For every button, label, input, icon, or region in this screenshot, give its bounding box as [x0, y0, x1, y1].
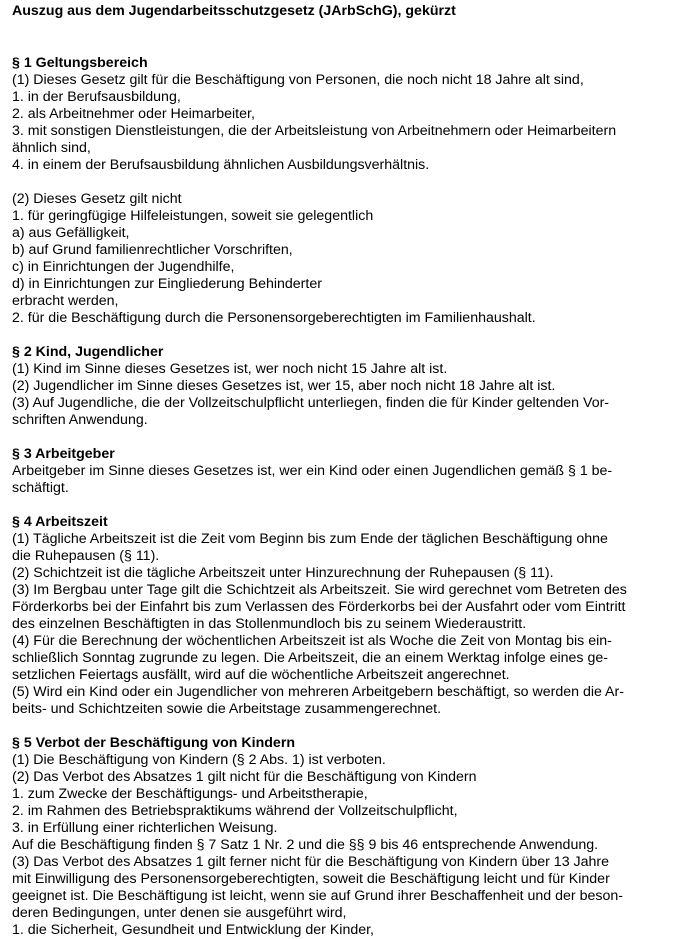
text-line: (2) Dieses Gesetz gilt nicht	[12, 191, 182, 207]
paragraph-break	[12, 174, 677, 191]
text-line: schäftigt.	[12, 480, 69, 496]
text-line: (5) Wird ein Kind oder ein Jugendlicher von mehreren Arbeitgebern beschäftigt, so werden die Ar-	[12, 684, 624, 700]
section-gap	[12, 497, 677, 514]
text-line: 1. für geringfügige Hilfeleistungen, soweit sie gelegentlich	[12, 208, 374, 224]
section-4	[12, 514, 677, 718]
text-line: (2) Schichtzeit ist die tägliche Arbeitszeit unter Hinzurechnung der Ruhepausen (§ 11).	[12, 565, 554, 581]
text-line: d) in Einrichtungen zur Eingliederung Behinderter	[12, 276, 322, 292]
text-line: (3) Auf Jugendliche, die der Vollzeitschulpflicht unterliegen, finden die für Kinder geltenden Vor-	[12, 395, 610, 411]
section-gap	[12, 327, 677, 344]
section-heading: § 1 Geltungsbereich	[12, 55, 148, 71]
text-line: (4) Für die Berechnung der wöchentlichen Arbeitszeit ist als Woche die Zeit von Montag bis ein-	[12, 633, 612, 649]
section-1	[12, 55, 677, 327]
text-line: 4. in einem der Berufsausbildung ähnlichen Ausbildungsverhältnis.	[12, 157, 430, 173]
text-line: erbracht werden,	[12, 293, 119, 309]
text-line: setzlichen Feiertags ausfällt, wird auf die wöchentliche Arbeitszeit angerechnet.	[12, 667, 510, 683]
text-line: c) in Einrichtungen der Jugendhilfe,	[12, 259, 235, 275]
text-line: des einzelnen Beschäftigten in das Stollenmundloch bis zu seinem Wiederaustritt.	[12, 616, 527, 632]
text-line: deren Bedingungen, unter denen sie ausgeführt wird,	[12, 905, 347, 921]
text-line: (1) Dieses Gesetz gilt für die Beschäftigung von Personen, die noch nicht 18 Jahre alt sind,	[12, 72, 584, 88]
section-heading: § 3 Arbeitgeber	[12, 446, 115, 462]
section-heading: § 4 Arbeitszeit	[12, 514, 108, 530]
text-line: Arbeitgeber im Sinne dieses Gesetzes ist, wer ein Kind oder einen Jugendlichen gemäß § 1 be-	[12, 463, 613, 479]
text-line: 2. für die Beschäftigung durch die Personensorgeberechtigten im Familienhaushalt.	[12, 310, 536, 326]
text-line: a) aus Gefälligkeit,	[12, 225, 130, 241]
text-line: schriften Anwendung.	[12, 412, 148, 428]
section-gap	[12, 718, 677, 735]
text-line: Förderkorbs bei der Einfahrt bis zum Verlassen des Förderkorbs bei der Ausfahrt oder vom Eintritt	[12, 599, 626, 615]
text-line: (1) Die Beschäftigung von Kindern (§ 2 Abs. 1) ist verboten.	[12, 752, 386, 768]
text-line: mit Einwilligung des Personensorgeberechtigten, soweit die Beschäftigung leicht und für Kinder	[12, 871, 610, 887]
document-page	[12, 3, 677, 939]
section-5	[12, 735, 677, 939]
text-line: Auf die Beschäftigung finden § 7 Satz 1 Nr. 2 und die §§ 9 bis 46 entsprechende Anwendung.	[12, 837, 599, 853]
section-2	[12, 344, 677, 429]
text-line: geeignet ist. Die Beschäftigung ist leicht, wenn sie auf Grund ihrer Beschaffenheit und der beson-	[12, 888, 623, 904]
text-line: ähnlich sind,	[12, 140, 91, 156]
text-line: (3) Im Bergbau unter Tage gilt die Schichtzeit als Arbeitszeit. Sie wird gerechnet vom Betreten des	[12, 582, 627, 598]
text-line: (1) Tägliche Arbeitszeit ist die Zeit vom Beginn bis zum Ende der täglichen Beschäftigung ohne	[12, 531, 608, 547]
document-title: Auszug aus dem Jugendarbeitsschutzgesetz (JArbSchG), gekürzt	[12, 3, 456, 19]
section-heading: § 5 Verbot der Beschäftigung von Kindern	[12, 735, 296, 751]
text-line: die Ruhepausen (§ 11).	[12, 548, 160, 564]
spacer	[12, 20, 677, 55]
text-line: 1. in der Berufsausbildung,	[12, 89, 181, 105]
text-line: 1. zum Zwecke der Beschäftigungs- und Arbeitstherapie,	[12, 786, 368, 802]
text-line: (1) Kind im Sinne dieses Gesetzes ist, wer noch nicht 15 Jahre alt ist.	[12, 361, 448, 377]
text-line: (3) Das Verbot des Absatzes 1 gilt ferner nicht für die Beschäftigung von Kindern über 13 Jahre	[12, 854, 610, 870]
section-heading: § 2 Kind, Jugendlicher	[12, 344, 164, 360]
section-3	[12, 446, 677, 497]
section-gap	[12, 429, 677, 446]
text-line: (2) Das Verbot des Absatzes 1 gilt nicht für die Beschäftigung von Kindern	[12, 769, 477, 785]
text-line: 2. als Arbeitnehmer oder Heimarbeiter,	[12, 106, 255, 122]
text-line: beits- und Schichtzeiten sowie die Arbeitstage zusammengerechnet.	[12, 701, 442, 717]
text-line: 2. im Rahmen des Betriebspraktikums während der Vollzeitschulpflicht,	[12, 803, 458, 819]
text-line: b) auf Grund familienrechtlicher Vorschriften,	[12, 242, 293, 258]
text-line: 1. die Sicherheit, Gesundheit und Entwicklung der Kinder,	[12, 922, 375, 938]
sections-container	[12, 55, 677, 939]
text-line: 3. in Erfüllung einer richterlichen Weisung.	[12, 820, 278, 836]
text-line: 3. mit sonstigen Dienstleistungen, die der Arbeitsleistung von Arbeitnehmern oder Heimarbeitern	[12, 123, 617, 139]
text-line: schließlich Sonntag zugrunde zu legen. Die Arbeitszeit, die an einem Werktag infolge eines ge-	[12, 650, 608, 666]
text-line: (2) Jugendlicher im Sinne dieses Gesetzes ist, wer 15, aber noch nicht 18 Jahre alt ist.	[12, 378, 556, 394]
